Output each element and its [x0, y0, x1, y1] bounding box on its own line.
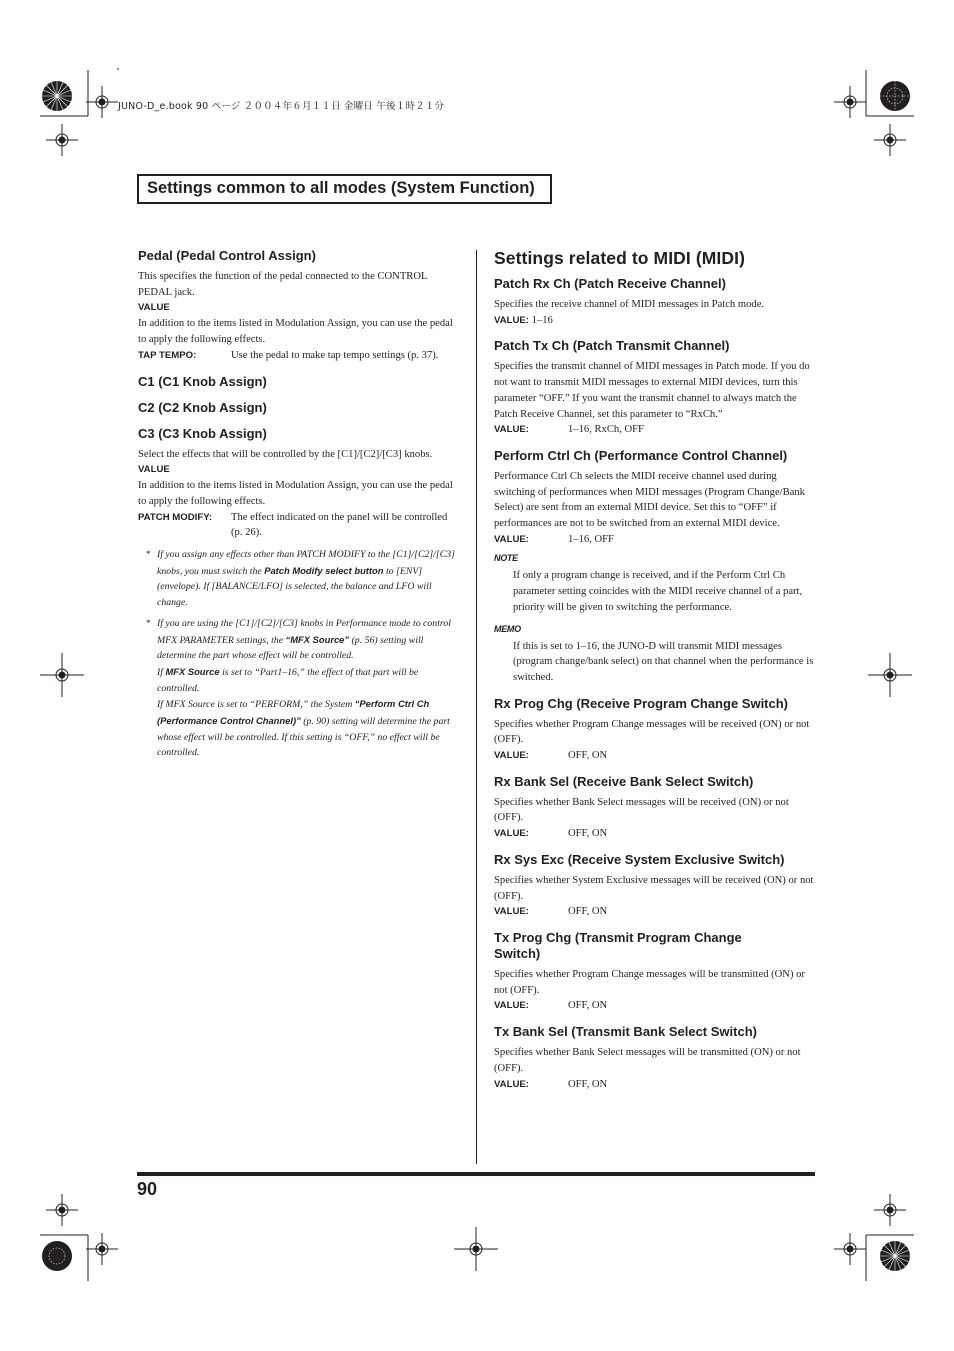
perform-ctrl-value-row — [494, 532, 818, 548]
color-target-icon — [42, 81, 72, 111]
rx-prog-heading: Rx Prog Chg (Receive Program Change Switch) — [494, 695, 789, 711]
perform-ctrl-heading: Perform Ctrl Ch (Performance Control Channel) — [494, 447, 788, 463]
c3-value-label: VALUE — [138, 464, 170, 476]
patch-tx-value-label: VALUE: — [494, 424, 529, 436]
note-text-bold: MFX Source — [165, 665, 220, 677]
note-text: If only a program change is received, and if the Perform Ctrl Ch parameter setting coincides with the MIDI receive channel of a part, priority will be given to switching the performance. — [513, 570, 803, 613]
note-text: (p. 90) setting will determine the part whose effect will be controlled. If this setting is “OFF,” no effect will be controlled. — [157, 716, 450, 759]
page-number: 90 — [137, 1179, 158, 1199]
tx-bank-value: OFF, ON — [568, 1078, 608, 1090]
registration-mark-icon — [874, 1194, 906, 1226]
rx-bank-description: Specifies whether Bank Select messages will be received (ON) or not (OFF). — [494, 796, 789, 824]
c3-heading: C3 (C3 Knob Assign) — [138, 425, 267, 441]
note-text: If — [157, 666, 166, 678]
note-text-bold: Patch Modify select button — [264, 564, 384, 576]
memo-text: If this is set to 1–16, the JUNO-D will transmit MIDI messages (program change/bank select) on that channel when the performance is switched. — [513, 640, 814, 683]
tap-tempo-value: Use the pedal to make tap tempo settings (p. 37). — [231, 349, 439, 361]
registration-mark-icon — [46, 124, 78, 156]
column-divider — [476, 250, 477, 1164]
note-item — [138, 547, 460, 611]
pedal-value-description: In addition to the items listed in Modulation Assign, you can use the pedal to apply the following effects. — [138, 318, 453, 346]
perform-ctrl-description: Performance Ctrl Ch selects the MIDI receive channel used during switching of performances when MIDI messages (Program Change/Bank Select) are sent from an external MIDI device. Set this to “OFF” if performances are not to be switched from an external MIDI device. — [494, 470, 805, 530]
notes-list — [138, 547, 460, 761]
rx-sys-value-label: VALUE: — [494, 906, 529, 918]
pedal-heading: Pedal (Pedal Control Assign) — [138, 248, 316, 263]
note-star: * — [146, 617, 151, 628]
tap-tempo-row — [138, 348, 460, 364]
note-text: If MFX Source is set to “PERFORM,” the System — [157, 699, 355, 711]
c3-description: Select the effects that will be controlled by the [C1]/[C2]/[C3] knobs. — [138, 448, 433, 460]
note-text: is set to “Part1–16,” the effect of that part will be controlled. — [157, 666, 419, 694]
note-box — [494, 553, 818, 615]
rx-sys-heading: Rx Sys Exc (Receive System Exclusive Switch) — [494, 851, 785, 867]
note-text: If you are using the [C1]/[C2]/[C3] knobs in Performance mode to control MFX PARAMETER settings, the — [157, 617, 451, 646]
color-target-icon — [880, 81, 910, 111]
tx-bank-description: Specifies whether Bank Select messages will be transmitted (ON) or not (OFF). — [494, 1047, 801, 1074]
patch-tx-value-row — [494, 422, 818, 438]
tx-bank-value-label: VALUE: — [494, 1078, 529, 1090]
rx-bank-heading: Rx Bank Sel (Receive Bank Select Switch) — [494, 773, 754, 789]
c3-value-description: In addition to the items listed in Modulation Assign, you can use the pedal to apply the following effects. — [138, 480, 453, 507]
bottom-rule — [137, 1172, 815, 1176]
memo-box — [494, 624, 818, 686]
tx-prog-value-row — [494, 998, 818, 1014]
rx-prog-value-row — [494, 748, 818, 764]
patch-rx-heading: Patch Rx Ch (Patch Receive Channel) — [494, 276, 726, 291]
rx-sys-value-row — [494, 904, 818, 920]
section-title: Settings common to all modes (System Function) — [147, 179, 535, 197]
pedal-value-label: VALUE — [138, 302, 170, 314]
rx-sys-description: Specifies whether System Exclusive messages will be received (ON) or not (OFF). — [494, 874, 814, 902]
registration-mark-icon — [86, 86, 118, 118]
memo-icon: MEMO — [494, 623, 521, 634]
rx-bank-value-row — [494, 826, 818, 842]
note-text: If you assign any effects other than PATCH MODIFY to the [C1]/[C2]/[C3] knobs, you must switch the — [157, 549, 455, 577]
patch-rx-description: Specifies the receive channel of MIDI messages in Patch mode. — [494, 299, 765, 310]
c2-heading: C2 (C2 Knob Assign) — [138, 399, 267, 415]
color-target-icon — [42, 1241, 72, 1271]
note-text: (p. 56) setting will determine the part whose effect will be controlled. — [157, 634, 424, 662]
registration-mark-icon — [868, 653, 912, 697]
note-star: * — [146, 549, 151, 560]
patch-modify-row — [138, 510, 460, 541]
registration-mark-icon — [40, 653, 84, 697]
c1-heading: C1 (C1 Knob Assign) — [138, 373, 267, 389]
note-text-bold: “Perform Ctrl Ch (Performance Control Channel)” — [157, 698, 430, 727]
rx-prog-value: OFF, ON — [568, 750, 608, 762]
rx-bank-value-label: VALUE: — [494, 828, 529, 840]
left-column — [138, 248, 460, 766]
color-target-icon — [880, 1241, 910, 1271]
tx-bank-heading: Tx Bank Sel (Transmit Bank Select Switch) — [494, 1024, 757, 1040]
registration-mark-icon — [834, 1233, 866, 1265]
registration-mark-icon — [874, 124, 906, 156]
section-title-box — [137, 174, 552, 204]
note-text: to [ENV] (envelope). If [BALANCE/LFO] is selected, the balance and LFO will change. — [157, 565, 432, 609]
rx-sys-value: OFF, ON — [568, 906, 608, 918]
perform-ctrl-value-label: VALUE: — [494, 533, 529, 545]
rx-prog-value-label: VALUE: — [494, 750, 529, 762]
registration-mark-icon — [454, 1227, 498, 1271]
registration-mark-icon — [834, 86, 866, 118]
tx-prog-heading: Tx Prog Chg (Transmit Program Change Switch) — [494, 929, 742, 961]
patch-rx-value: 1–16 — [529, 314, 553, 326]
registration-mark-icon — [46, 1194, 78, 1226]
tx-prog-description: Specifies whether Program Change messages will be transmitted (ON) or not (OFF). — [494, 968, 805, 996]
pedal-description: This specifies the function of the pedal connected to the CONTROL PEDAL jack. — [138, 271, 428, 298]
note-icon: NOTE — [494, 553, 518, 564]
rx-prog-description: Specifies whether Program Change messages will be received (ON) or not (OFF). — [494, 718, 810, 746]
perform-ctrl-value: 1–16, OFF — [568, 533, 614, 545]
right-column — [494, 248, 818, 1092]
patch-tx-description: Specifies the transmit channel of MIDI messages in Patch mode. If you do not want to transmit MIDI messages to external MIDI devices, turn this parameter “OFF.” If you want the transmit channel to always match the Patch Receive Channel, set this parameter to “RxCh.” — [494, 361, 810, 420]
print-header: JUNO-D_e.book 90 ページ ２００４年６月１１日 金曜日 午後１時２１分 — [118, 101, 445, 112]
tap-tempo-key: TAP TEMPO: — [138, 349, 197, 361]
rx-bank-value: OFF, ON — [568, 828, 608, 840]
patch-tx-value: 1–16, RxCh, OFF — [568, 424, 644, 436]
patch-tx-heading: Patch Tx Ch (Patch Transmit Channel) — [494, 338, 730, 354]
patch-modify-value: The effect indicated on the panel will be controlled (p. 26). — [231, 511, 448, 539]
midi-heading: Settings related to MIDI (MIDI) — [494, 248, 746, 268]
registration-mark-icon — [86, 1233, 118, 1265]
note-text-bold: “MFX Source” — [285, 633, 350, 645]
tx-bank-value-row — [494, 1077, 818, 1093]
note-item — [138, 616, 460, 761]
patch-rx-value-row — [494, 313, 818, 329]
patch-modify-key: PATCH MODIFY: — [138, 511, 213, 523]
patch-rx-value-label: VALUE: — [494, 314, 529, 326]
tx-prog-value-label: VALUE: — [494, 1000, 529, 1012]
tx-prog-value: OFF, ON — [568, 1000, 608, 1012]
